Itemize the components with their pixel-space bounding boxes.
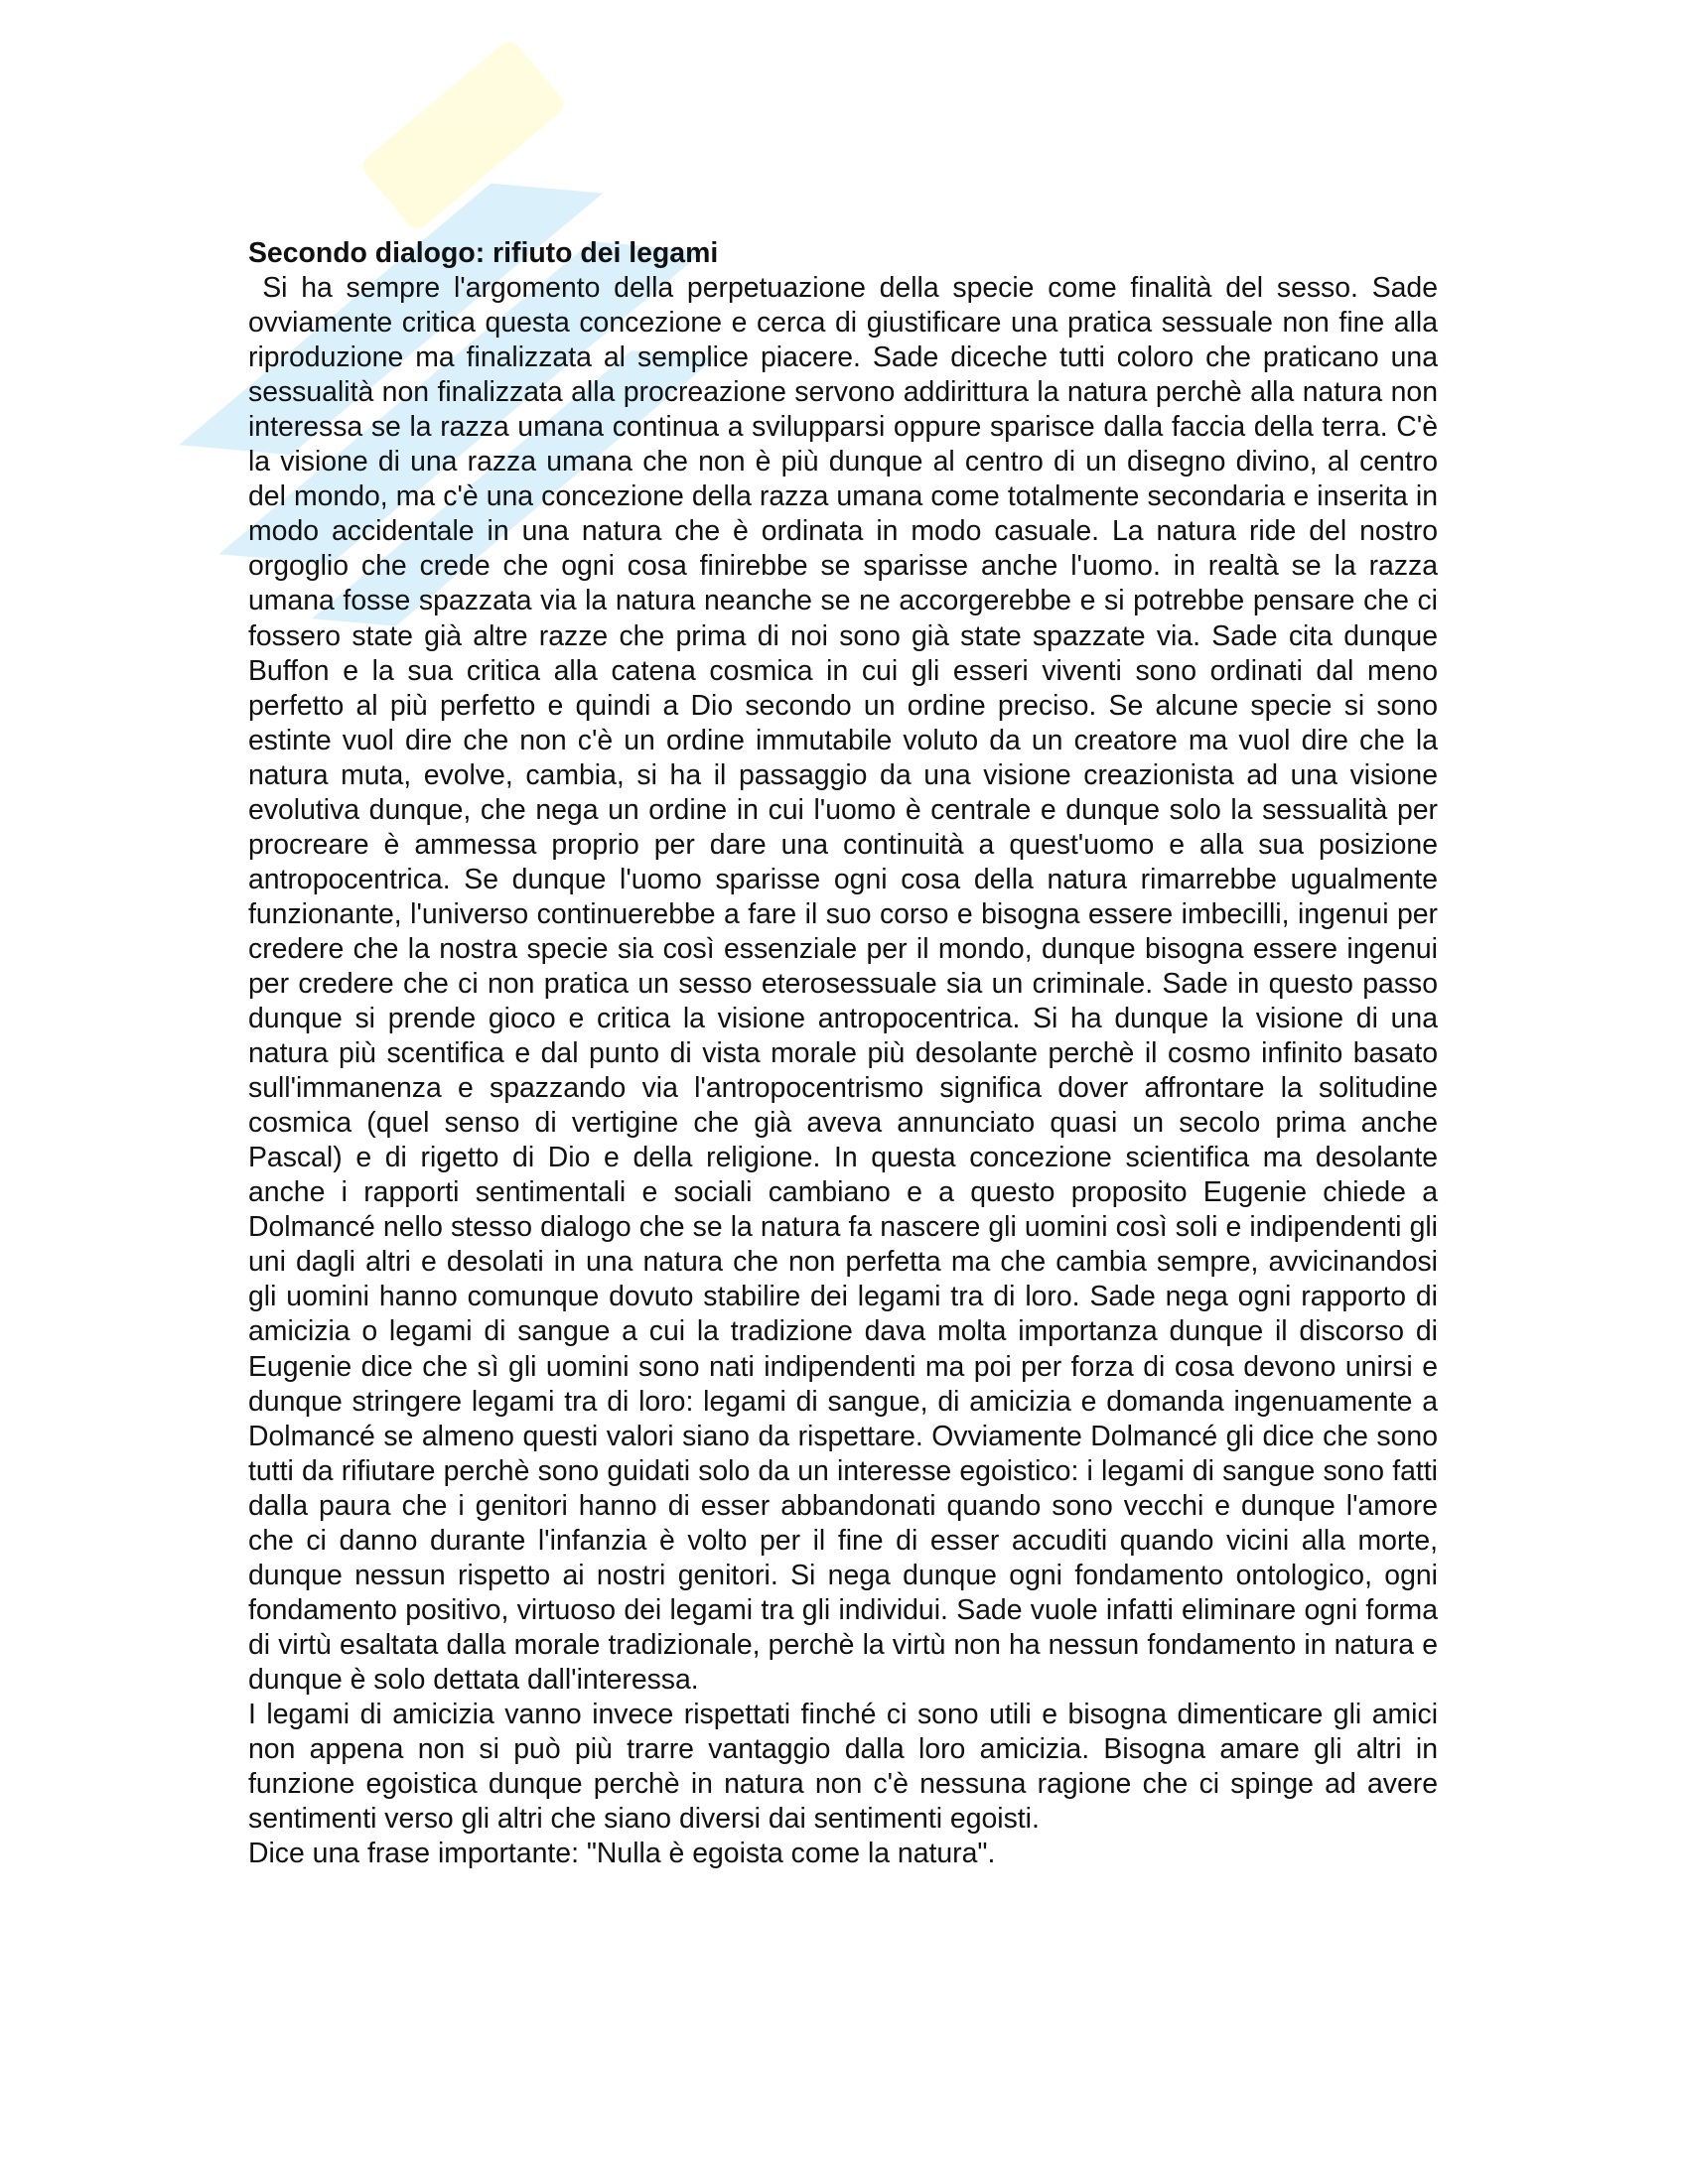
- document-body: [248, 236, 1438, 1871]
- paragraph-3: Dice una frase importante: "Nulla è egoista come la natura".: [248, 1838, 996, 1870]
- paragraph-1: Si ha sempre l'argomento della perpetuazione della specie come finalità del sesso. Sade ovviamente critica questa concezione e cerca di giustificare una pratica sessuale non fine alla riproduzione ma finalizzata al semplice piacere. Sade diceche tutti coloro che praticano una sessualità non finalizzata alla procreazione servono addirittura la natura perchè alla natura non interessa se la razza umana continua a svilupparsi oppure sparisce dalla faccia della terra. C'è la visione di una razza umana che non è più dunque al centro di un disegno divino, al centro del mondo, ma c'è una concezione della razza umana come totalmente secondaria e inserita in modo accidentale in una natura che è ordinata in modo casuale. La natura ride del nostro orgoglio che crede che ogni cosa finirebbe se sparisse anche l'uomo. in realtà se la razza umana fosse spazzata via la natura neanche se ne accorgerebbe e si potrebbe pensare che ci fossero state già altre razze che prima di noi sono già state spazzate via. Sade cita dunque Buffon e la sua critica alla catena cosmica in cui gli esseri viventi sono ordinati dal meno perfetto al più perfetto e quindi a Dio secondo un ordine preciso. Se alcune specie si sono estinte vuol dire che non c'è un ordine immutabile voluto da un creatore ma vuol dire che la natura muta, evolve, cambia, si ha il passaggio da una visione creazionista ad una visione evolutiva dunque, che nega un ordine in cui l'uomo è centrale e dunque solo la sessualità per procreare è ammessa proprio per dare una continuità a quest'uomo e alla sua posizione antropocentrica. Se dunque l'uomo sparisse ogni cosa della natura rimarrebbe ugualmente funzionante, l'universo continuerebbe a fare il suo corso e bisogna essere imbecilli, ingenui per credere che la nostra specie sia così essenziale per il mondo, dunque bisogna essere ingenui per credere che ci non pratica un sesso eterosessuale sia un criminale. Sade in questo passo dunque si prende gioco e critica la visione antropocentrica. Si ha dunque la visione di una natura più scentifica e dal punto di vista morale più desolante perchè il cosmo infinito basato sull'immanenza e spazzando via l'antropocentrismo significa dover affrontare la solitudine cosmica (quel senso di vertigine che già aveva annunciato quasi un secolo prima anche Pascal) e di rigetto di Dio e della religione. In questa concezione scientifica ma desolante anche i rapporti sentimentali e sociali cambiano e a questo proposito Eugenie chiede a Dolmancé nello stesso dialogo che se la natura fa nascere gli uomini così soli e indipendenti gli uni dagli altri e desolati in una natura che non perfetta ma che cambia sempre, avvicinandosi gli uomini hanno comunque dovuto stabilire dei legami tra di loro. Sade nega ogni rapporto di amicizia o legami di sangue a cui la tradizione dava molta importanza dunque il discorso di Eugenie dice che sì gli uomini sono nati indipendenti ma poi per forza di cosa devono unirsi e dunque stringere legami tra di loro: legami di sangue, di amicizia e domanda ingenuamente a Dolmancé se almeno questi valori siano da rispettare. Ovviamente Dolmancé gli dice che sono tutti da rifiutare perchè sono guidati solo da un interesse egoistico: i legami di sangue sono fatti dalla paura che i genitori hanno di esser abbandonati quando sono vecchi e dunque l'amore che ci danno durante l'infanzia è volto per il fine di esser accuditi quando vicini alla morte, dunque nessun rispetto ai nostri genitori. Si nega dunque ogni fondamento ontologico, ogni fondamento positivo, virtuoso dei legami tra gli individui. Sade vuole infatti eliminare ogni forma di virtù esaltata dalla morale tradizionale, perchè la virtù non ha nessun fondamento in natura e dunque è solo dettata dall'interessa.: [248, 272, 1438, 1696]
- watermark-accent: [358, 37, 568, 233]
- paragraph-2: I legami di amicizia vanno invece rispettati finché ci sono utili e bisogna dimenticare gli amici non appena non si può più trarre vantaggio dalla loro amicizia. Bisogna amare gli altri in funzione egoistica dunque perchè in natura non c'è nessuna ragione che ci spinge ad avere sentimenti verso gli altri che siano diversi dai sentimenti egoisti.: [248, 1698, 1438, 1836]
- document-title: Secondo dialogo: rifiuto dei legami: [248, 237, 719, 269]
